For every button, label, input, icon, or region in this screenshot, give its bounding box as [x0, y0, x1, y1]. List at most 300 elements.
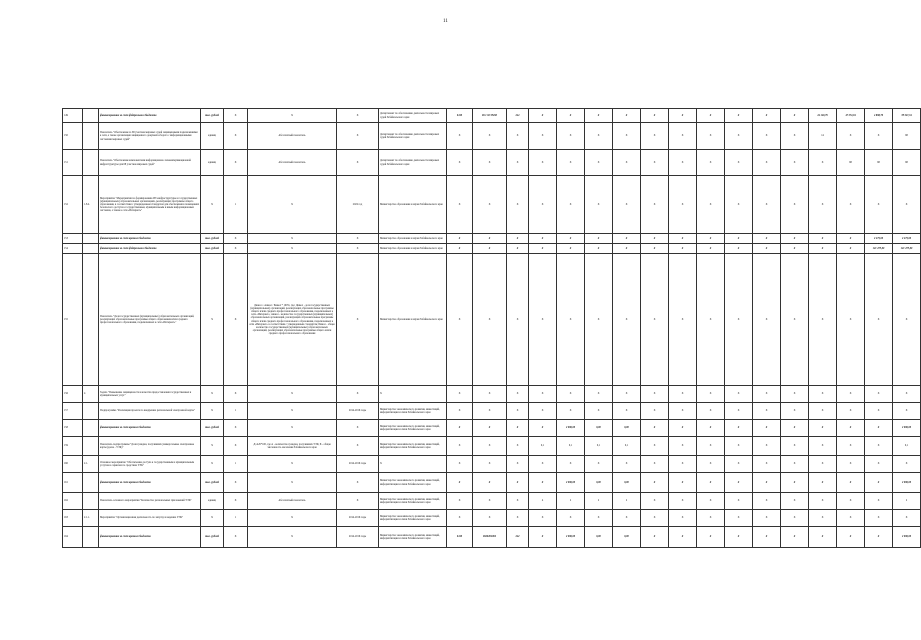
table-cell: Х: [248, 386, 337, 403]
table-cell: Х: [809, 244, 837, 254]
table-cell: Х: [781, 456, 809, 473]
table-cell: Х: [837, 403, 865, 420]
table-cell: 2014-2016 годы: [337, 456, 379, 473]
table-cell: Х: [725, 420, 753, 437]
table-cell: Основное мероприятие "Обеспечение доступа к государственным и муниципальным услугам и сервисам по средствам УЭК": [99, 456, 201, 473]
table-cell: Х: [337, 420, 379, 437]
table-cell: %: [201, 437, 224, 456]
table-cell: Х: [753, 386, 781, 403]
table-cell: 1: [224, 510, 248, 527]
table-cell: Х: [641, 244, 669, 254]
table-cell: Х: [725, 473, 753, 493]
table-cell: 2: [893, 493, 921, 510]
table-cell: Х: [473, 244, 507, 254]
table-cell: Х: [201, 176, 224, 234]
table-cell: Х: [753, 456, 781, 473]
table-cell: Х: [337, 150, 379, 176]
table-cell: Х: [248, 420, 337, 437]
table-cell: Х: [865, 510, 893, 527]
table-cell: Х: [641, 437, 669, 456]
table-cell: Х: [809, 437, 837, 456]
table-cell: 2 475,00: [865, 234, 893, 244]
table-cell: 2.: [83, 386, 99, 403]
table-cell: 0620204002: [473, 527, 507, 548]
table-cell: 68: [893, 123, 921, 150]
table-cell: Х: [447, 244, 473, 254]
table-cell: Х: [641, 510, 669, 527]
table-row: [63, 150, 921, 176]
table-cell: Х: [248, 403, 337, 420]
table-cell: Х: [337, 244, 379, 254]
table-cell: Х: [447, 437, 473, 456]
table-cell: Х: [201, 510, 224, 527]
table-cell: Х: [473, 493, 507, 510]
table-cell: Х: [809, 150, 837, 176]
table-cell: Х: [837, 456, 865, 473]
table-cell: Х: [781, 176, 809, 234]
table-cell: Х: [507, 510, 529, 527]
table-cell: Х: [585, 510, 613, 527]
table-cell: 1: [224, 456, 248, 473]
page-number: 11: [443, 19, 448, 24]
table-cell: Х: [248, 244, 337, 254]
table-cell: Х: [809, 176, 837, 234]
table-cell: 156: [63, 386, 83, 403]
table-cell: Х: [641, 403, 669, 420]
table-cell: Х: [507, 176, 529, 234]
table-cell: Х: [201, 386, 224, 403]
table-cell: Д=А/Б*100, где А - количество граждан, получивших УЭК; Б - общая численность населения Забайкальского края: [248, 437, 337, 456]
table-cell: Х: [641, 254, 669, 386]
table-cell: Х: [753, 403, 781, 420]
table-cell: Х: [585, 150, 613, 176]
table-cell: Х: [613, 386, 641, 403]
table-cell: Х: [447, 386, 473, 403]
table-cell: Х: [641, 123, 669, 150]
table-cell: финансирование за счет краевого бюджета: [99, 473, 201, 493]
table-cell: Х: [809, 254, 837, 386]
table-cell: Х: [473, 234, 507, 244]
table-cell: 0,00: [585, 420, 613, 437]
table-cell: Х: [507, 456, 529, 473]
table-cell: 2: [585, 493, 613, 510]
table-cell: 244: [507, 109, 529, 123]
table-row: [63, 403, 921, 420]
table-cell: Министерство экономического развития, инвестиций, информатизации и связи Забайкальского края: [379, 493, 447, 510]
table-cell: 0,1: [529, 437, 557, 456]
table-cell: 2 000,00: [557, 473, 585, 493]
table-cell: 2 000,00: [557, 420, 585, 437]
table-cell: Х: [837, 510, 865, 527]
table-cell: Х: [753, 150, 781, 176]
table-cell: Х: [837, 176, 865, 234]
table-cell: Х: [337, 234, 379, 244]
table-cell: Х: [337, 493, 379, 510]
table-cell: финансирование за счет краевого бюджета: [99, 527, 201, 548]
table-cell: Х: [529, 403, 557, 420]
table-cell: Министерство экономического развития, инвестиций, информатизации и связи Забайкальского края: [379, 437, 447, 456]
table-cell: Х: [865, 420, 893, 437]
table-cell: Министерство экономического развития, инвестиций, информатизации и связи Забайкальского края: [379, 403, 447, 420]
table-cell: Х: [753, 473, 781, 493]
table-cell: 4 898,79: [865, 109, 893, 123]
table-cell: Х: [697, 510, 725, 527]
table-cell: 2014-2016 годы: [337, 403, 379, 420]
table-cell: финансирование за счет федерального бюджета: [99, 244, 201, 254]
table-cell: Х: [837, 473, 865, 493]
table-cell: Х: [337, 386, 379, 403]
table-cell: Х: [447, 420, 473, 437]
table-cell: Х: [585, 456, 613, 473]
table-cell: Х: [725, 176, 753, 234]
table-cell: 78 347,34: [893, 109, 921, 123]
table-cell: Х: [697, 403, 725, 420]
table-cell: Х: [809, 420, 837, 437]
table-cell: Х: [529, 234, 557, 244]
table-cell: Х: [809, 473, 837, 493]
table-cell: Х: [473, 510, 507, 527]
table-cell: Х: [781, 244, 809, 254]
table-cell: Х: [865, 456, 893, 473]
table-cell: 0410: [447, 527, 473, 548]
table-cell: Х: [473, 456, 507, 473]
table-cell: Х: [529, 473, 557, 493]
table-cell: Х: [557, 176, 585, 234]
program-table: [62, 108, 921, 548]
table-cell: Х: [725, 123, 753, 150]
table-cell: Департамент по обеспечению деятельности мировых судей Забайкальского края: [379, 150, 447, 176]
table-cell: 164: [63, 527, 83, 548]
table-cell: 2014-2016 годы: [337, 510, 379, 527]
table-cell: [83, 493, 99, 510]
table-cell: Х: [753, 176, 781, 234]
table-cell: Министерство образования и науки Забайкальского края: [379, 234, 447, 244]
table-cell: Х: [224, 493, 248, 510]
table-cell: Х: [641, 493, 669, 510]
table-cell: Х: [725, 437, 753, 456]
table-cell: [83, 150, 99, 176]
table-cell: Х: [529, 254, 557, 386]
table-cell: Х: [669, 403, 697, 420]
table-cell: Мероприятие "Организационная деятельность по запуску и ведению УЭК": [99, 510, 201, 527]
table-cell: Х: [669, 420, 697, 437]
table-cell: Х: [781, 254, 809, 386]
table-cell: Х: [507, 244, 529, 254]
table-cell: Х: [557, 510, 585, 527]
table-cell: Х: [557, 123, 585, 150]
table-cell: 161: [63, 473, 83, 493]
table-cell: Х: [753, 109, 781, 123]
table-cell: 0,00: [613, 527, 641, 548]
table-cell: 2 000,00: [893, 527, 921, 548]
table-cell: Х: [669, 493, 697, 510]
table-cell: Х: [753, 510, 781, 527]
table-cell: 2.1.1.: [83, 510, 99, 527]
table-cell: Х: [837, 420, 865, 437]
table-cell: Х: [224, 244, 248, 254]
table-cell: Х: [201, 456, 224, 473]
table-cell: Х: [809, 403, 837, 420]
table-cell: Х: [613, 510, 641, 527]
table-cell: Х: [865, 176, 893, 234]
table-cell: Х: [447, 493, 473, 510]
table-cell: Х: [529, 123, 557, 150]
table-cell: Х: [641, 420, 669, 437]
table-cell: тыс. рублей: [201, 109, 224, 123]
table-cell: Х: [809, 493, 837, 510]
table-row: [63, 176, 921, 234]
table-cell: Х: [725, 527, 753, 548]
table-cell: Х: [865, 254, 893, 386]
table-cell: Х: [201, 403, 224, 420]
table-cell: Министерство экономического развития, инвестиций, информатизации и связи Забайкальского края: [379, 527, 447, 548]
table-cell: 2 475,00: [893, 234, 921, 244]
table-cell: 0,1: [613, 437, 641, 456]
table-row: [63, 527, 921, 548]
table-cell: Х: [447, 176, 473, 234]
table-cell: Х: [893, 176, 921, 234]
table-cell: 154: [63, 244, 83, 254]
table-cell: 68: [865, 150, 893, 176]
table-cell: Х: [641, 473, 669, 493]
table-cell: 150: [63, 123, 83, 150]
table-cell: Х: [613, 234, 641, 244]
table-row: [63, 456, 921, 473]
table-cell: Х: [697, 437, 725, 456]
table-cell: [83, 420, 99, 437]
table-cell: 2014-2016 годы: [337, 527, 379, 548]
table-cell: Министерство экономического развития, инвестиций, информатизации и связи Забайкальского края: [379, 473, 447, 493]
table-cell: Х: [725, 403, 753, 420]
table-cell: Х: [507, 420, 529, 437]
table-cell: 0,00: [613, 420, 641, 437]
table-cell: 162: [63, 493, 83, 510]
table-cell: Х: [337, 123, 379, 150]
table-cell: Х: [529, 244, 557, 254]
table-cell: Х: [641, 456, 669, 473]
table-cell: 152: [63, 176, 83, 234]
table-cell: Х: [529, 150, 557, 176]
table-cell: Х: [725, 493, 753, 510]
table-cell: Х: [669, 386, 697, 403]
table-cell: Х: [809, 234, 837, 244]
table-cell: Х: [473, 420, 507, 437]
table-cell: 158: [63, 420, 83, 437]
table-cell: 2 000,00: [893, 473, 921, 493]
table-cell: Х: [447, 473, 473, 493]
table-cell: 0,1: [585, 437, 613, 456]
table-row: [63, 123, 921, 150]
table-cell: Мероприятие "Мероприятия по формированию ИТ-инфраструктуры в государственных (муниципальных) образовательных организациях, реализующих программы общего образования, в соответствии с утвержденным стандартом для обеспечения в помещениях безопасного доступа к государственным, муниципальным и иным информационным системам, а также к сети «Интернет»": [99, 176, 201, 234]
table-cell: Х: [529, 420, 557, 437]
table-cell: [83, 234, 99, 244]
table-cell: 2.1.: [83, 456, 99, 473]
table-cell: 0,00: [613, 473, 641, 493]
table-cell: Х: [447, 150, 473, 176]
table-cell: Задача "Повышение защищенности и качества предоставления государственных и муниципальных услуг": [99, 386, 201, 403]
table-cell: Х: [725, 254, 753, 386]
table-cell: Х: [865, 493, 893, 510]
table-cell: 14: [809, 123, 837, 150]
table-cell: Х: [753, 123, 781, 150]
table-cell: Х: [557, 403, 585, 420]
table-cell: Х: [865, 123, 893, 150]
table-cell: Х: [781, 403, 809, 420]
table-cell: Х: [248, 527, 337, 548]
table-cell: Министерство экономического развития, инвестиций, информатизации и связи Забайкальского края: [379, 420, 447, 437]
table-cell: Х: [507, 437, 529, 456]
table-cell: Х: [781, 527, 809, 548]
table-cell: Подпрограмма "Реализация проекта по внедрению региональной электронной карты": [99, 403, 201, 420]
table-cell: Х: [248, 473, 337, 493]
table-cell: Х: [641, 527, 669, 548]
table-cell: Х: [224, 420, 248, 437]
table-row: [63, 109, 921, 123]
table-cell: Показатель "Обеспечение за 68 участков мировых судей защищенными подключениями к сети, а также организация защищенного документооборота с информационными системами мировых судей": [99, 123, 201, 150]
table-cell: Х: [893, 456, 921, 473]
table-cell: Х: [224, 123, 248, 150]
table-cell: Х: [248, 510, 337, 527]
table-cell: Х: [613, 403, 641, 420]
table-row: [63, 386, 921, 403]
table-cell: 2 000,00: [557, 527, 585, 548]
table-cell: тыс. рублей: [201, 244, 224, 254]
table-cell: Х: [585, 234, 613, 244]
table-cell: Показатель основного мероприятия "Количество региональных приложений УЭК": [99, 493, 201, 510]
table-cell: Х: [224, 527, 248, 548]
table-cell: 2022 год: [337, 176, 379, 234]
table-cell: [83, 254, 99, 386]
table-cell: Х: [753, 254, 781, 386]
table-cell: Х: [781, 150, 809, 176]
table-cell: Х: [697, 123, 725, 150]
table-cell: финансирование за счет федерального бюджета: [99, 109, 201, 123]
table-cell: Х: [613, 244, 641, 254]
table-cell: Х: [473, 176, 507, 234]
table-cell: Х: [753, 420, 781, 437]
table-row: [63, 420, 921, 437]
table-cell: финансирование за счет краевого бюджета: [99, 234, 201, 244]
table-cell: Х: [224, 150, 248, 176]
table-cell: Х: [529, 510, 557, 527]
table-cell: Х: [697, 234, 725, 244]
table-cell: Х: [725, 244, 753, 254]
table-cell: Х: [725, 456, 753, 473]
table-cell: Х: [697, 386, 725, 403]
table-cell: Х: [669, 437, 697, 456]
table-cell: Х: [781, 420, 809, 437]
table-cell: Х: [447, 123, 473, 150]
table-cell: Х: [697, 254, 725, 386]
table-cell: Х: [725, 109, 753, 123]
table-cell: [83, 473, 99, 493]
table-cell: Х: [893, 254, 921, 386]
table-cell: Х: [641, 109, 669, 123]
table-cell: Х: [507, 123, 529, 150]
table-cell: 121 275,00: [865, 244, 893, 254]
table-cell: Министерство образования и науки Забайкальского края: [379, 176, 447, 234]
table-cell: Х: [613, 456, 641, 473]
table-cell: Х: [697, 420, 725, 437]
table-cell: Х: [641, 234, 669, 244]
table-cell: 0,1: [893, 437, 921, 456]
table-cell: Х: [585, 244, 613, 254]
table-cell: Х: [337, 109, 379, 123]
table-cell: Х: [557, 109, 585, 123]
table-cell: Х: [557, 254, 585, 386]
table-cell: Х: [865, 386, 893, 403]
table-cell: Х: [865, 403, 893, 420]
table-cell: Х: [893, 510, 921, 527]
table-cell: Х: [865, 527, 893, 548]
table-cell: 121 275,00: [893, 244, 921, 254]
table-cell: Х: [837, 527, 865, 548]
table-cell: Х: [248, 176, 337, 234]
table-cell: 0,00: [585, 473, 613, 493]
table-cell: Х: [473, 254, 507, 386]
table-cell: Х: [865, 473, 893, 493]
table-cell: Х: [781, 234, 809, 244]
table-cell: Департамент по обеспечению деятельности мировых судей Забайкальского края: [379, 123, 447, 150]
table-cell: Х: [224, 234, 248, 244]
table-cell: Х: [507, 254, 529, 386]
table-cell: Х: [337, 473, 379, 493]
table-cell: Х: [669, 123, 697, 150]
table-cell: 2 000,00: [893, 420, 921, 437]
table-cell: Х: [613, 176, 641, 234]
table-cell: Х: [641, 176, 669, 234]
table-cell: Х: [529, 456, 557, 473]
table-cell: Х: [809, 386, 837, 403]
table-cell: Х: [641, 386, 669, 403]
table-cell: 163: [63, 510, 83, 527]
table-cell: Показатель "Обеспечение компонентами информационно-телекоммуникационной инфраструктуры для 68 участков мировых судей": [99, 150, 201, 176]
table-cell: Х: [507, 473, 529, 493]
table-cell: тыс. рублей: [201, 234, 224, 244]
table-cell: Х: [613, 150, 641, 176]
table-cell: единиц: [201, 150, 224, 176]
table-cell: Х: [781, 123, 809, 150]
table-cell: Х: [248, 456, 337, 473]
table-cell: Х: [725, 234, 753, 244]
table-cell: Х: [753, 244, 781, 254]
table-cell: 68: [837, 150, 865, 176]
table-cell: 160: [63, 456, 83, 473]
table-cell: [83, 403, 99, 420]
table-cell: Х: [753, 234, 781, 244]
table-cell: Х: [837, 493, 865, 510]
table-cell: Х: [379, 386, 447, 403]
table-cell: Х: [557, 244, 585, 254]
table-cell: Х: [669, 234, 697, 244]
table-cell: 151: [63, 150, 83, 176]
table-cell: Х: [697, 456, 725, 473]
table-cell: Х: [585, 176, 613, 234]
table-cell: Х: [473, 403, 507, 420]
table-cell: 242: [507, 527, 529, 548]
table-cell: 153: [63, 234, 83, 244]
table-cell: финансирование за счет краевого бюджета: [99, 420, 201, 437]
table-cell: Х: [697, 493, 725, 510]
table-cell: 0,00: [585, 527, 613, 548]
table-cell: Х: [473, 437, 507, 456]
table-cell: Х: [507, 493, 529, 510]
table-cell: Х: [585, 386, 613, 403]
table-cell: 24 149,79: [809, 109, 837, 123]
table-cell: Х: [473, 386, 507, 403]
table-cell: Х: [669, 527, 697, 548]
table-cell: Х: [781, 473, 809, 493]
